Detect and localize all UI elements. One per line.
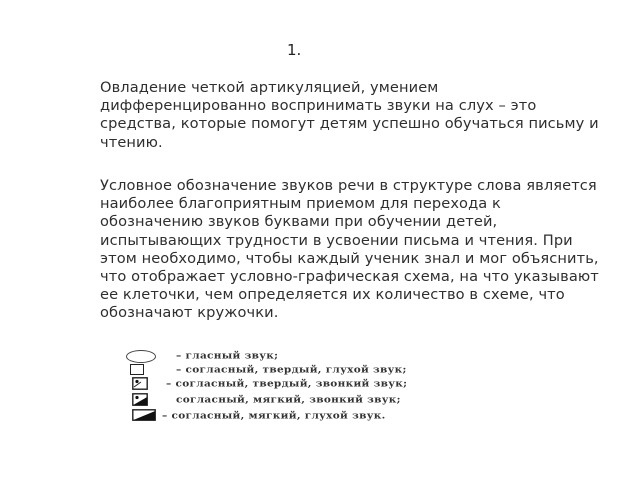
intro-paragraph: Овладение четкой артикуляцией, умением дифференцированно воспринимать звуки на слух – это средства, которые помогут детям успешно обучаться письму и чтению. [100,79,599,151]
legend-row-soft-voiced [122,393,401,407]
legend-label: согласный, мягкий, звонкий звук; [176,394,401,406]
square-black-icon [132,409,156,421]
legend-row-soft-voiceless [122,409,386,423]
main-paragraph: Условное обозначение звуков речи в структуре слова является наиболее благоприятным приемом для перехода к обозначению звуков буквами при обучении детей, испытывающих трудности в усвоении письма и чтения. При этом необходимо, чтобы каждый ученик знал и мог объяснить, что отображает условно-графическая схема, на что указывают ее клеточки, чем определяется их количество в схеме, что обозначают кружочки. [100,177,599,322]
legend-label: – согласный, твердый, звонкий звук; [166,378,408,390]
legend-label: – согласный, мягкий, глухой звук. [162,410,386,422]
sound-symbols-legend [122,349,522,429]
legend-row-hard-voiced [122,377,407,391]
square-dot-icon [132,377,148,390]
legend-label: – гласный звук; [176,350,279,362]
square-black-dot-icon [132,393,148,406]
legend-label: – согласный, твердый, глухой звук; [176,364,407,376]
square-empty-icon [130,364,144,375]
circle-icon [126,350,156,363]
legend-row-vowel [122,349,278,363]
legend-row-hard-voiceless [122,363,407,377]
slide-number: 1. [287,41,302,59]
